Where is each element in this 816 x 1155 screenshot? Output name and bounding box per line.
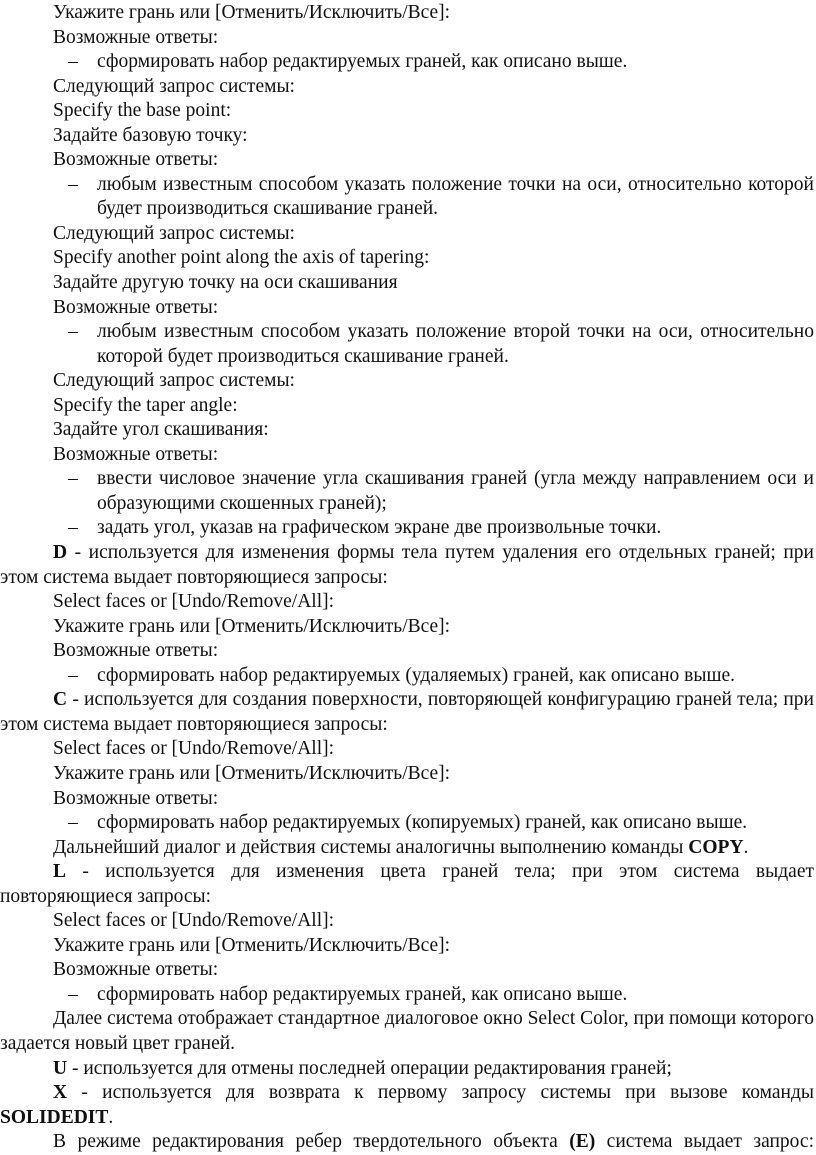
line-text: Возможные ответы: (53, 296, 219, 318)
text-line (0, 99, 816, 124)
line-text: Задайте базовую точку: (53, 124, 248, 146)
list-dash: – (68, 664, 78, 686)
line-text: Specify the base point: (53, 100, 232, 122)
list-item (0, 50, 816, 75)
line-text: Возможные ответы: (53, 640, 219, 662)
list-item (0, 664, 816, 689)
line-text: Select faces or [Undo/Remove/All]: (53, 910, 335, 932)
bold-term: (E) (569, 1131, 596, 1153)
paragraph-text: В режиме редактирования ребер твердотельного объекта (53, 1131, 570, 1153)
text-line (0, 909, 816, 934)
paragraph (0, 1081, 816, 1130)
bold-term: SOLIDEDIT (0, 1106, 109, 1128)
list-item-text: сформировать набор редактируемых (удаляемых) граней, как описано выше. (97, 664, 736, 686)
list-item (0, 983, 816, 1008)
text-line (0, 958, 816, 983)
list-dash: – (68, 983, 78, 1005)
line-text: Возможные ответы: (53, 959, 219, 981)
line-text: Задайте другую точку на оси скашивания (53, 272, 398, 294)
line-text: Следующий запрос системы: (53, 222, 295, 244)
list-item (0, 467, 816, 516)
line-tail: . (743, 836, 749, 858)
line-text: Select faces or [Undo/Remove/All]: (53, 738, 335, 760)
list-dash: – (68, 173, 78, 195)
list-item-text: задать угол, указав на графическом экране две произвольные точки. (97, 517, 662, 539)
line-text: Следующий запрос системы: (53, 75, 295, 97)
text-line (0, 124, 816, 149)
list-dash: – (68, 517, 78, 539)
option-key: D (53, 542, 68, 564)
paragraph (0, 860, 816, 909)
line-text: Укажите грань или [Отменить/Исключить/Все]: (53, 615, 451, 637)
paragraph (0, 541, 816, 590)
text-line (0, 222, 816, 247)
paragraph-tail: система выдает запрос: (595, 1131, 814, 1153)
paragraph-text: - используется для возврата к первому запросу системы при вызове команды (67, 1082, 814, 1104)
paragraph-text: Далее система отображает стандартное диалоговое окно Select Color, при помощи которого задается новый цвет граней. (0, 1008, 814, 1054)
line-text: Укажите грань или [Отменить/Исключить/Все]: (53, 2, 451, 23)
paragraph (0, 1057, 816, 1082)
list-item-text: любым известным способом указать положение второй точки на оси, относительно которой будет производиться скашивание граней. (97, 321, 814, 367)
line-text: Возможные ответы: (53, 443, 219, 465)
line-text: Дальнейший диалог и действия системы аналогичны выполнению команды (53, 836, 689, 858)
paragraph-text: - используется для создания поверхности, повторяющей конфигурацию граней тела; при этом система выдает повторяющиеся запросы: (0, 689, 814, 735)
text-line (0, 590, 816, 615)
text-line (0, 296, 816, 321)
line-text: Select faces or [Undo/Remove/All]: (53, 591, 335, 613)
line-text: Возможные ответы: (53, 149, 219, 171)
text-line (0, 787, 816, 812)
text-line (0, 271, 816, 296)
line-text: Укажите грань или [Отменить/Исключить/Все]: (53, 762, 451, 784)
line-text: Specify the taper angle: (53, 394, 238, 416)
option-key: U (53, 1057, 68, 1079)
list-item (0, 173, 816, 222)
list-item (0, 516, 816, 541)
line-text: Укажите грань или [Отменить/Исключить/Все]: (53, 934, 451, 956)
line-text: Возможные ответы: (53, 787, 219, 809)
line-text: Следующий запрос системы: (53, 370, 295, 392)
line-text: Задайте угол скашивания: (53, 419, 269, 441)
paragraph (0, 1007, 816, 1056)
paragraph-text: - используется для отмены последней операции редактирования граней; (67, 1057, 672, 1079)
paragraph (0, 1130, 816, 1155)
text-line (0, 369, 816, 394)
text-line (0, 737, 816, 762)
option-key: L (53, 861, 67, 883)
bold-term: COPY (688, 836, 744, 858)
text-line (0, 615, 816, 640)
line-text: Возможные ответы: (53, 26, 219, 48)
list-dash: – (68, 321, 78, 343)
list-item-text: сформировать набор редактируемых граней, как описано выше. (97, 983, 628, 1005)
text-line (0, 75, 816, 100)
text-line (0, 246, 816, 271)
list-dash: – (68, 812, 78, 834)
paragraph-text: - используется для изменения формы тела путем удаления его отдельных граней; при этом система выдает повторяющиеся запросы: (0, 542, 814, 588)
line-text: Specify another point along the axis of tapering: (53, 247, 430, 269)
list-item (0, 811, 816, 836)
list-item-text: ввести числовое значение угла скашивания граней (угла между направлением оси и образующими скошенных граней); (97, 468, 814, 514)
list-item (0, 320, 816, 369)
text-line (0, 26, 816, 51)
paragraph-text: - используется для изменения цвета граней тела; при этом система выдает повторяющиеся запросы: (0, 861, 814, 907)
option-key: X (53, 1082, 68, 1104)
paragraph (0, 688, 816, 737)
text-line (0, 639, 816, 664)
paragraph-tail: . (108, 1106, 114, 1128)
text-line (0, 762, 816, 787)
list-item-text: любым известным способом указать положение точки на оси, относительно которой будет производиться скашивание граней. (97, 173, 814, 220)
list-item-text: сформировать набор редактируемых граней, как описано выше. (97, 51, 628, 73)
text-line (0, 1, 816, 26)
text-line (0, 418, 816, 443)
text-line (0, 443, 816, 468)
text-line (0, 148, 816, 173)
list-dash: – (68, 468, 78, 490)
option-key: C (53, 689, 68, 711)
text-line (0, 394, 816, 419)
list-dash: – (68, 51, 78, 73)
text-line (0, 934, 816, 959)
text-line (0, 836, 816, 861)
list-item-text: сформировать набор редактируемых (копируемых) граней, как описано выше. (97, 812, 748, 834)
